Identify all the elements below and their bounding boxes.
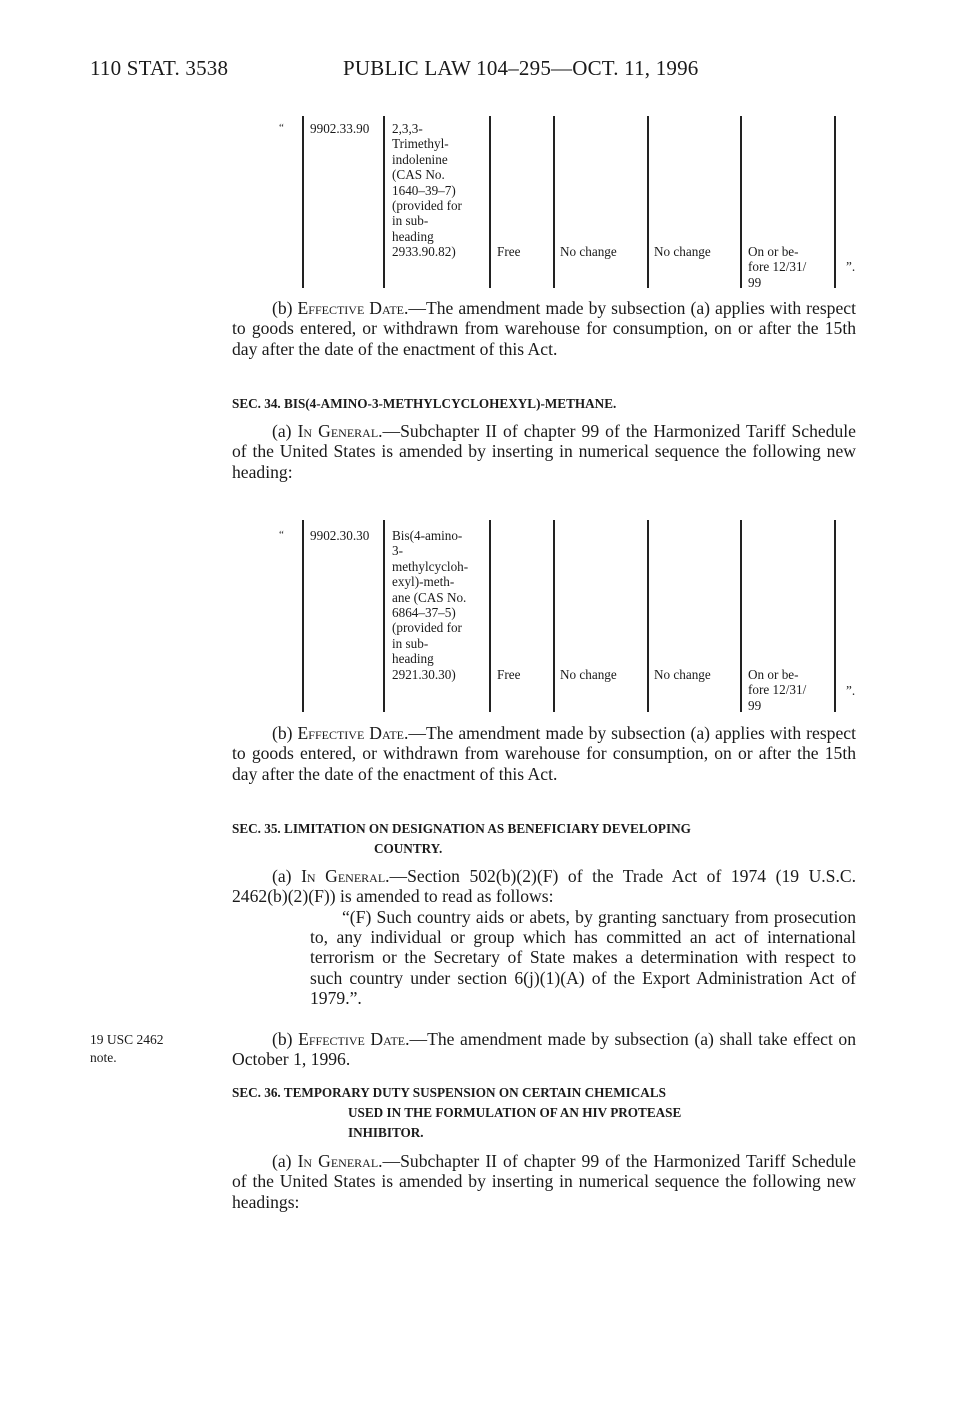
article-description: 2,3,3- Trimethyl- indolenine (CAS No. 1640–39–7) (provided for in sub- heading 2933.90.82)	[392, 121, 462, 260]
general-rate: Free	[497, 244, 521, 259]
special-rate: No change	[560, 244, 617, 259]
close-quote: ”.	[846, 259, 856, 274]
law-title-header: PUBLIC LAW 104–295—OCT. 11, 1996	[343, 56, 699, 80]
general-rate: Free	[497, 667, 521, 682]
open-quote: “	[279, 529, 284, 541]
margin-citation-note: 19 USC 2462 note.	[90, 1032, 164, 1065]
in-general-paragraph: (a) In General.—Section 502(b)(2)(F) of the Trade Act of 1974 (19 U.S.C. 2462(b)(2)(F)) is amended to read as follows:	[232, 866, 856, 907]
section-heading-36: SEC. 36. TEMPORARY DUTY SUSPENSION ON CERTAIN CHEMICALS USED IN THE FORMULATION OF AN HIV PROTEASE INHIBITOR.	[232, 1085, 682, 1140]
special-rate: No change	[560, 667, 617, 682]
quoted-amendment: “(F) Such country aids or abets, by granting sanctuary from prosecution to, any individual or group which has committed an act of international terrorism or the Secretary of State makes a determination with respect to such country under section 6(j)(1)(A) of the Export Administration Act of 1979.”.	[310, 907, 856, 1008]
close-quote: ”.	[846, 683, 856, 698]
in-general-paragraph: (a) In General.—Subchapter II of chapter 99 of the Harmonized Tariff Schedule of the United States is amended by inserting in numerical sequence the following new headings:	[232, 1151, 856, 1212]
section-heading-35: SEC. 35. LIMITATION ON DESIGNATION AS BENEFICIARY DEVELOPING COUNTRY.	[232, 821, 691, 856]
in-general-paragraph: (a) In General.—Subchapter II of chapter 99 of the Harmonized Tariff Schedule of the United States is amended by inserting in numerical sequence the following new heading:	[232, 421, 856, 482]
effective-date-paragraph: (b) Effective Date.—The amendment made by subsection (a) shall take effect on October 1, 1996.	[232, 1029, 857, 1070]
effective-date-paragraph: (b) Effective Date.—The amendment made by subsection (a) applies with respect to goods entered, or withdrawn from warehouse for consumption, on or after the 15th day after the date of the enactment of this Act.	[232, 723, 856, 784]
column-2-rate: No change	[654, 667, 711, 682]
heading-number: 9902.33.90	[310, 121, 370, 136]
heading-number: 9902.30.30	[310, 528, 370, 543]
effective-period: On or be- fore 12/31/ 99	[748, 667, 807, 713]
effective-date-paragraph: (b) Effective Date.—The amendment made by subsection (a) applies with respect to goods entered, or withdrawn from warehouse for consumption, on or after the 15th day after the date of the enactment of this Act.	[232, 298, 856, 359]
section-heading-34: SEC. 34. BIS(4-AMINO-3-METHYLCYCLOHEXYL)-METHANE.	[232, 396, 617, 411]
open-quote: “	[279, 122, 284, 134]
article-description: Bis(4-amino- 3- methylcycloh- exyl)-meth- ane (CAS No. 6864–37–5) (provided for in sub- heading 2921.30.30)	[392, 528, 469, 682]
page-number-header: 110 STAT. 3538	[90, 56, 229, 80]
effective-period: On or be- fore 12/31/ 99	[748, 244, 807, 290]
column-2-rate: No change	[654, 244, 711, 259]
